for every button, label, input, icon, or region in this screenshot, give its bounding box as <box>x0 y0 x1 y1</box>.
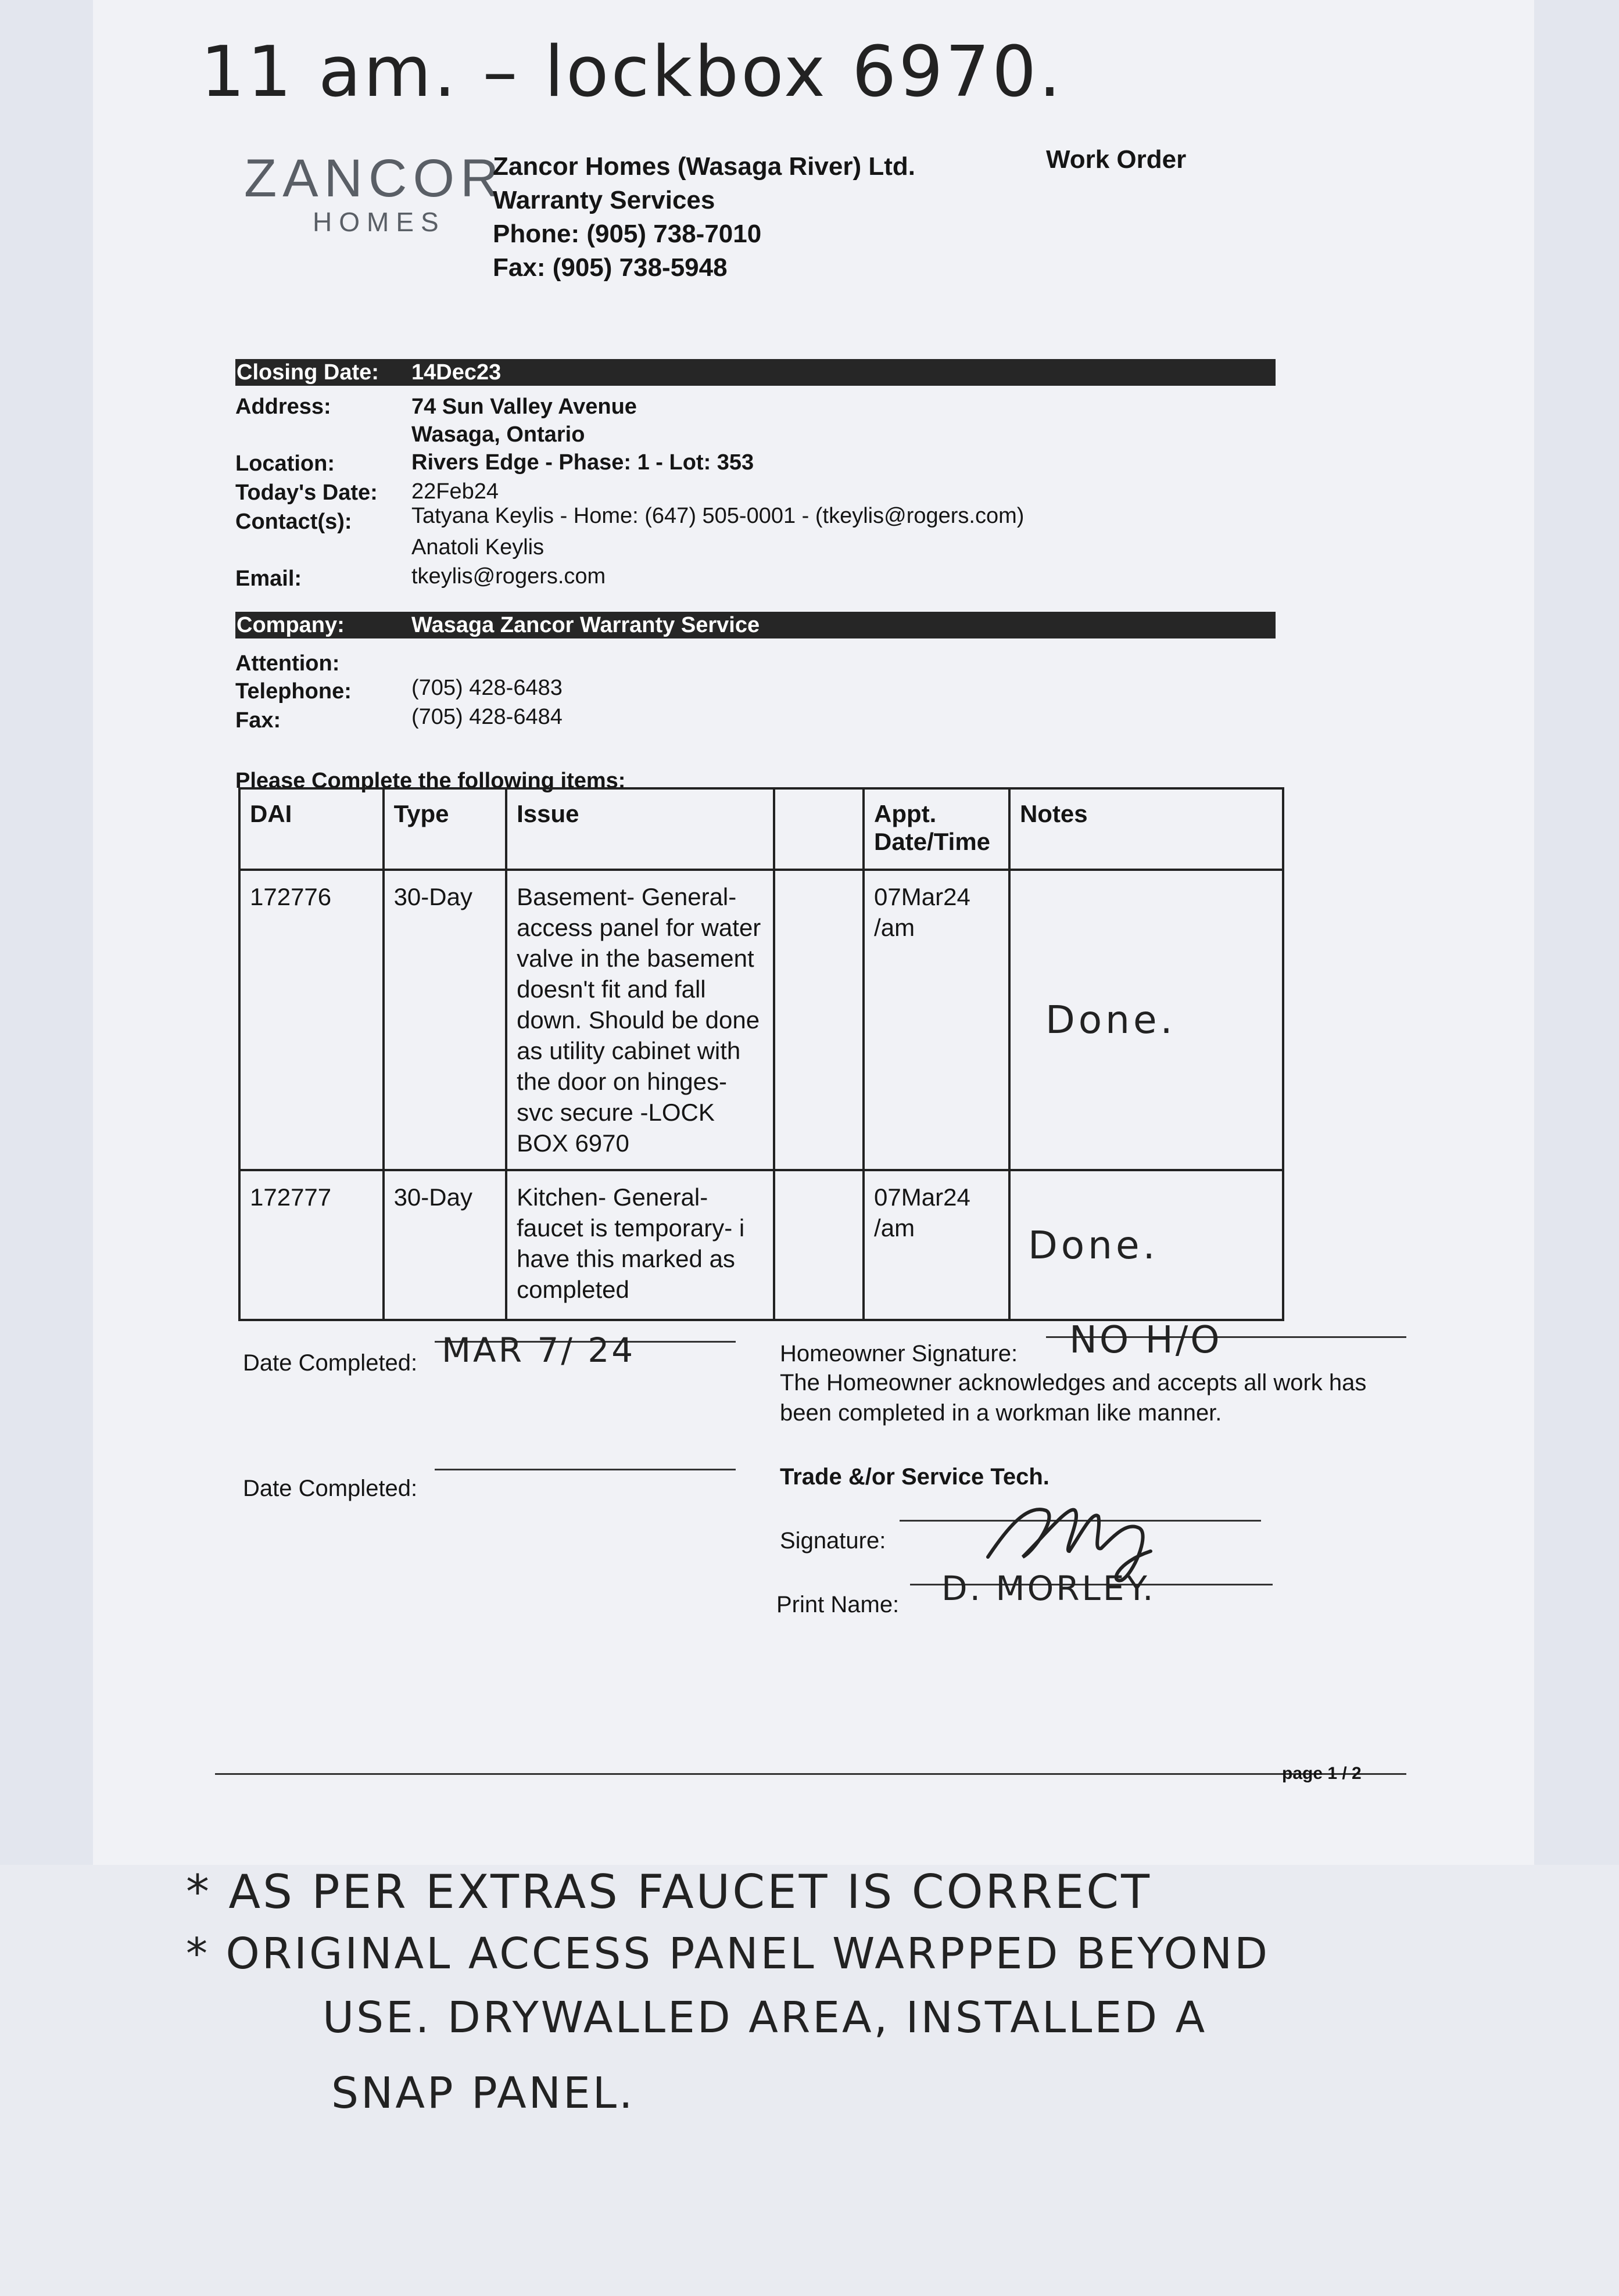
table-header-row <box>239 788 1283 870</box>
row2-note-hand: Done. <box>1027 1222 1159 1268</box>
print-name-label: Print Name: <box>776 1592 900 1617</box>
homeowner-sig-hand: NO H/O <box>1069 1319 1222 1362</box>
telephone-value: (705) 428-6483 <box>411 676 563 700</box>
address-line1: 74 Sun Valley Avenue <box>411 394 637 419</box>
acknowledge-text: The Homeowner acknowledges and accepts all work has been completed in a workman like manner. <box>780 1370 1367 1426</box>
page-label: page 1 / 2 <box>1282 1764 1362 1783</box>
handwritten-note-2: * ORIGINAL ACCESS PANEL WARPPED BEYOND <box>186 1929 1270 1979</box>
homeowner-sig-label: Homeowner Signature: <box>780 1341 1018 1366</box>
row2-dai: 172777 <box>239 1170 384 1320</box>
contacts-label: Contact(s): <box>235 510 352 534</box>
row2-appt: 07Mar24 /am <box>864 1170 1009 1320</box>
email-value: tkeylis@rogers.com <box>411 564 606 589</box>
row1-blank <box>774 870 864 1170</box>
handwritten-note-3: USE. DRYWALLED AREA, INSTALLED A <box>323 1993 1208 2043</box>
row1-note-hand: Done. <box>1045 998 1176 1042</box>
contact-1: Tatyana Keylis - Home: (647) 505-0001 - (tkeylis@rogers.com) <box>411 504 1025 528</box>
col-blank <box>774 788 864 870</box>
location-value: Rivers Edge - Phase: 1 - Lot: 353 <box>411 450 754 475</box>
attention-label: Attention: <box>235 651 340 676</box>
row1-appt: 07Mar24 /am <box>864 870 1009 1170</box>
contact-2: Anatoli Keylis <box>411 535 545 559</box>
row1-dai: 172776 <box>239 870 384 1170</box>
date-completed-hand: MAR 7/ 24 <box>442 1330 636 1370</box>
col-type: Type <box>384 788 507 870</box>
table-row <box>239 1170 1283 1320</box>
fax-label: Fax: <box>235 708 281 733</box>
company-bar <box>235 612 1276 638</box>
company-value: Wasaga Zancor Warranty Service <box>411 613 760 637</box>
doc-type: Work Order <box>1046 145 1187 174</box>
telephone-label: Telephone: <box>235 679 352 704</box>
address-line2: Wasaga, Ontario <box>411 422 585 447</box>
row2-issue: Kitchen- General- faucet is temporary- i have this marked as completed <box>506 1170 774 1320</box>
address-label: Address: <box>235 394 331 419</box>
date-completed2-line <box>435 1469 736 1470</box>
row2-notes <box>1009 1170 1283 1320</box>
logo-sub: HOMES <box>313 207 446 237</box>
date-completed-label: Date Completed: <box>243 1350 418 1376</box>
trade-label: Trade &/or Service Tech. <box>780 1464 1050 1490</box>
fax-value: (705) 428-6484 <box>411 705 563 729</box>
col-appt: Appt. Date/Time <box>864 788 1009 870</box>
header-company: Zancor Homes (Wasaga River) Ltd. <box>493 152 915 181</box>
today-value: 22Feb24 <box>411 479 499 504</box>
date-completed2-label: Date Completed: <box>243 1476 418 1501</box>
today-label: Today's Date: <box>235 480 378 505</box>
table-row <box>239 870 1283 1170</box>
footer-rule <box>215 1773 1406 1775</box>
handwritten-note-1: * AS PER EXTRAS FAUCET IS CORRECT <box>186 1865 1152 1919</box>
header-phone: Phone: (905) 738-7010 <box>493 220 762 248</box>
handwritten-note-4: SNAP PANEL. <box>331 2068 635 2118</box>
col-issue: Issue <box>506 788 774 870</box>
col-dai: DAI <box>239 788 384 870</box>
print-name-hand: D. MORLEY. <box>941 1569 1156 1608</box>
email-label: Email: <box>235 566 302 591</box>
row1-issue: Basement- General- access panel for water valve in the basement doesn't fit and fall down. Should be done as utility cabinet with the door on hinges-svc secure -LOCK BOX 6970 <box>506 870 774 1170</box>
closing-bar <box>235 359 1276 386</box>
closing-label: Closing Date: <box>237 360 379 385</box>
signature-label: Signature: <box>780 1528 886 1554</box>
header-fax: Fax: (905) 738-5948 <box>493 253 728 282</box>
location-label: Location: <box>235 451 335 476</box>
logo-word: ZANCOR <box>244 149 505 208</box>
items-heading: Please Complete the following items: <box>235 769 626 793</box>
row1-notes <box>1009 870 1283 1170</box>
closing-value: 14Dec23 <box>411 360 502 385</box>
row2-blank <box>774 1170 864 1320</box>
company-label: Company: <box>237 613 345 637</box>
items-table <box>238 787 1284 1321</box>
col-notes: Notes <box>1009 788 1283 870</box>
row1-type: 30-Day <box>384 870 507 1170</box>
row2-type: 30-Day <box>384 1170 507 1320</box>
handwritten-top-note: 11 am. – lockbox 6970. <box>200 32 1063 113</box>
header-dept: Warranty Services <box>493 186 715 214</box>
